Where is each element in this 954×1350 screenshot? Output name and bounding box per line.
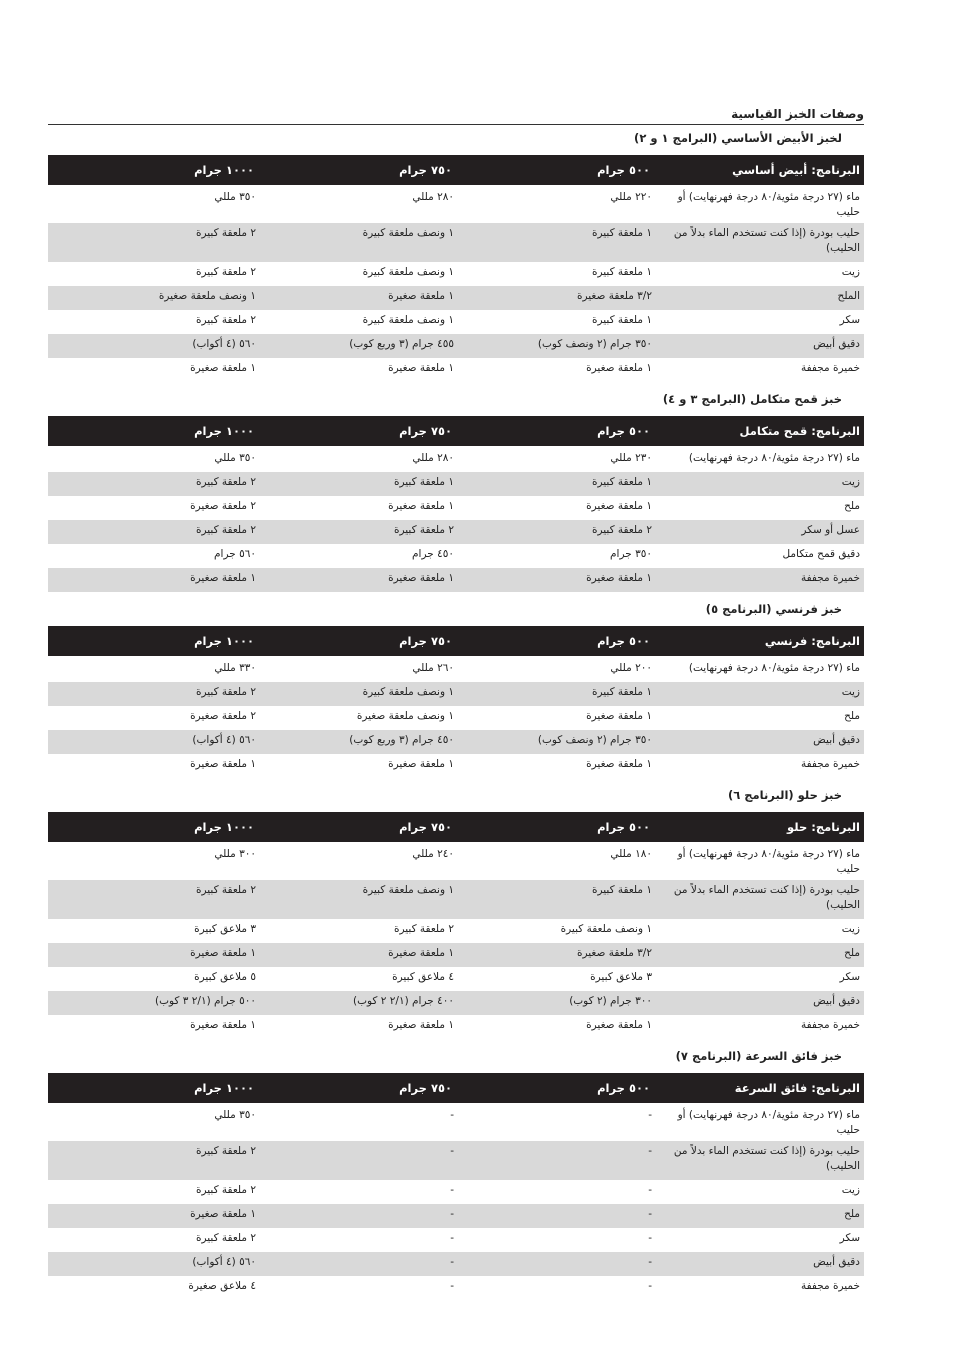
quantity-cell: ٣٥٠ جرام (٢ ونصف كوب): [456, 334, 654, 358]
quantity-cell: ٢٨٠ مللي: [412, 452, 454, 464]
quantity-cell: ٤٥٠ جرام: [412, 548, 454, 560]
table-row: [48, 754, 864, 778]
quantity-cell: ٢ ملعقة كبيرة: [195, 266, 256, 278]
table-row: [48, 1015, 864, 1039]
quantity-cell: ١ ملعقة كبيرة: [456, 223, 654, 262]
quantity-cell: -: [648, 1109, 652, 1121]
quantity-cell: ٢ ملعقة كبيرة: [48, 223, 258, 262]
size-header: ٥٠٠ جرام: [456, 1073, 654, 1103]
quantity-cell: ٣٠٠ جرام (٢ كوب): [456, 991, 654, 1015]
quantity-cell: ٢٨٠ مللي: [412, 191, 454, 203]
quantity-cell: ٤٥٥ جرام (٣ وربع كوب): [258, 334, 456, 358]
quantity-cell: ٥٦٠ (٤ أكواب): [48, 334, 258, 358]
quantity-cell: -: [450, 1184, 454, 1196]
ingredient-cell: دقيق أبيض: [654, 334, 864, 358]
ingredient-cell: دقيق أبيض: [654, 1252, 864, 1276]
ingredient-cell: ملح: [654, 943, 864, 967]
ingredient-cell: ماء (٢٧ درجة مئوية/٨٠ درجة فهرنهايت): [688, 662, 860, 674]
table-header-row: [48, 155, 864, 185]
ingredient-cell: سكر: [839, 1232, 860, 1244]
table-row: [48, 1204, 864, 1228]
quantity-cell: ١ ملعقة صغيرة: [48, 1204, 258, 1228]
quantity-cell: ١ ملعقة صغيرة: [258, 568, 456, 592]
quantity-cell: ٥٦٠ جرام: [214, 548, 256, 560]
ingredient-cell: ملح: [844, 500, 860, 512]
table-row: [48, 844, 864, 880]
table-row: [48, 991, 864, 1015]
table-row: [48, 880, 864, 919]
quantity-cell: ٢ ملعقة كبيرة: [48, 1141, 258, 1180]
quantity-cell: ٣٥٠ جرام: [610, 548, 652, 560]
quantity-cell: ٣/٢ ملعقة صغيرة: [456, 286, 654, 310]
quantity-cell: ١ ملعقة صغيرة: [586, 758, 652, 770]
ingredient-cell: عسل أو سكر: [654, 520, 864, 544]
program-header: البرنامج: قمح متكامل: [654, 416, 864, 446]
quantity-cell: ١ ملعقة صغيرة: [388, 1019, 454, 1031]
ingredient-cell: ملح: [844, 710, 860, 722]
table-row: [48, 286, 864, 310]
recipe-section: [48, 1047, 864, 1300]
ingredient-cell: خميرة مجففة: [800, 1280, 860, 1292]
table-row: [48, 967, 864, 991]
ingredient-cell: دقيق أبيض: [654, 991, 864, 1015]
recipe-table: [48, 155, 864, 382]
quantity-cell: ٤ ملاعق صغيرة: [188, 1280, 256, 1292]
size-header: ٥٠٠ جرام: [456, 626, 654, 656]
quantity-cell: ١ ونصف ملعقة كبيرة: [258, 682, 456, 706]
quantity-cell: -: [648, 1280, 652, 1292]
quantity-cell: ١ ملعقة صغيرة: [388, 362, 454, 374]
quantity-cell: ١ ملعقة صغيرة: [586, 500, 652, 512]
table-row: [48, 1105, 864, 1141]
quantity-cell: ٢ ملعقة كبيرة: [48, 682, 258, 706]
size-header: ٧٥٠ جرام: [258, 416, 456, 446]
quantity-cell: ٤٥٠ جرام (٣ وربع كوب): [258, 730, 456, 754]
table-row: [48, 448, 864, 472]
quantity-cell: ١ ملعقة صغيرة: [190, 362, 256, 374]
ingredient-cell: زيت: [841, 923, 860, 935]
quantity-cell: ٢ ملعقة صغيرة: [190, 710, 256, 722]
quantity-cell: -: [456, 1252, 654, 1276]
recipe-table: [48, 416, 864, 592]
ingredient-cell: خميرة مجففة: [654, 568, 864, 592]
quantity-cell: ٣ ملاعق كبيرة: [590, 971, 652, 983]
quantity-cell: ٢٦٠ مللي: [412, 662, 454, 674]
program-header: البرنامج: فرنسي: [654, 626, 864, 656]
quantity-cell: ١ ونصف ملعقة صغيرة: [48, 286, 258, 310]
quantity-cell: ٢ ملعقة كبيرة: [195, 314, 256, 326]
quantity-cell: ١٨٠ مللي: [610, 848, 652, 860]
quantity-cell: ٢ ملعقة كبيرة: [456, 520, 654, 544]
quantity-cell: ٢ ملعقة كبيرة: [195, 1232, 256, 1244]
quantity-cell: ٣٥٠ مللي: [214, 191, 256, 203]
quantity-cell: ١ ونصف ملعقة كبيرة: [258, 223, 456, 262]
quantity-cell: ١ ملعقة صغيرة: [258, 943, 456, 967]
quantity-cell: -: [648, 1184, 652, 1196]
ingredient-cell: خميرة مجففة: [800, 362, 860, 374]
ingredient-cell: حليب بودرة (إذا كنت تستخدم الماء بدلاً من الحليب): [654, 880, 864, 919]
quantity-cell: ٣٥٠ مللي: [214, 1109, 256, 1121]
quantity-cell: ٢ ملعقة صغيرة: [190, 500, 256, 512]
quantity-cell: ٣٠٠ مللي: [214, 848, 256, 860]
table-row: [48, 334, 864, 358]
quantity-cell: ٥٠٠ جرام (٢/١ ٣ كوب): [48, 991, 258, 1015]
ingredient-cell: ماء (٢٧ درجة مئوية/٨٠ درجة فهرنهايت) أو حليب: [677, 848, 860, 875]
quantity-cell: ٣٣٠ مللي: [214, 662, 256, 674]
table-row: [48, 919, 864, 943]
size-header: ١٠٠٠ جرام: [48, 812, 258, 842]
table-row: [48, 223, 864, 262]
ingredient-cell: زيت: [841, 266, 860, 278]
quantity-cell: ٥٦٠ (٤ أكواب): [48, 1252, 258, 1276]
recipe-section: [48, 129, 864, 382]
quantity-cell: ١ ملعقة كبيرة: [456, 472, 654, 496]
size-header: ٧٥٠ جرام: [258, 812, 456, 842]
quantity-cell: ١ ملعقة صغيرة: [190, 758, 256, 770]
recipe-section: [48, 390, 864, 592]
ingredient-cell: سكر: [839, 314, 860, 326]
program-header: البرنامج: فائق السرعة: [654, 1073, 864, 1103]
quantity-cell: -: [456, 1204, 654, 1228]
quantity-cell: ٢ ملعقة كبيرة: [48, 472, 258, 496]
ingredient-cell: ماء (٢٧ درجة مئوية/٨٠ درجة فهرنهايت): [688, 452, 860, 464]
table-row: [48, 358, 864, 382]
quantity-cell: ١ ملعقة صغيرة: [388, 758, 454, 770]
size-header: ٧٥٠ جرام: [258, 626, 456, 656]
table-row: [48, 730, 864, 754]
table-header-row: [48, 626, 864, 656]
quantity-cell: ١ ونصف ملعقة كبيرة: [258, 880, 456, 919]
quantity-cell: ٢ ملعقة كبيرة: [393, 923, 454, 935]
ingredient-cell: خميرة مجففة: [800, 758, 860, 770]
table-row: [48, 943, 864, 967]
section-title: خبز فرنسي (البرنامج ٥): [705, 602, 842, 616]
quantity-cell: ١ ونصف ملعقة كبيرة: [560, 923, 652, 935]
quantity-cell: ١ ملعقة كبيرة: [258, 472, 456, 496]
quantity-cell: -: [450, 1109, 454, 1121]
quantity-cell: ٢٢٠ مللي: [610, 191, 652, 203]
recipe-table: [48, 626, 864, 778]
quantity-cell: ١ ملعقة صغيرة: [456, 568, 654, 592]
quantity-cell: ٣ ملاعق كبيرة: [194, 923, 256, 935]
recipe-table: [48, 1073, 864, 1300]
table-row: [48, 544, 864, 568]
quantity-cell: -: [450, 1232, 454, 1244]
quantity-cell: -: [450, 1280, 454, 1292]
size-header: ٧٥٠ جرام: [258, 1073, 456, 1103]
quantity-cell: ٥ ملاعق كبيرة: [194, 971, 256, 983]
program-header: البرنامج: حلو: [654, 812, 864, 842]
ingredient-cell: خميرة مجففة: [800, 1019, 860, 1031]
table-row: [48, 472, 864, 496]
section-title: لخبز الأبيض الأساسي (البرامج ١ و ٢): [634, 131, 842, 145]
ingredient-cell: حليب بودرة (إذا كنت تستخدم الماء بدلاً من الحليب): [654, 223, 864, 262]
quantity-cell: ٢ ملعقة كبيرة: [195, 1184, 256, 1196]
table-row: [48, 496, 864, 520]
table-row: [48, 1276, 864, 1300]
quantity-cell: ١ ملعقة كبيرة: [456, 682, 654, 706]
section-title: خبز فائق السرعة (البرنامج ٧): [675, 1049, 842, 1063]
quantity-cell: ١ ملعقة صغيرة: [48, 568, 258, 592]
quantity-cell: ١ ملعقة صغيرة: [586, 362, 652, 374]
quantity-cell: ٣٥٠ جرام (٢ ونصف كوب): [456, 730, 654, 754]
quantity-cell: ١ ونصف ملعقة كبيرة: [362, 266, 454, 278]
quantity-cell: ٥٦٠ (٤ أكواب): [48, 730, 258, 754]
quantity-cell: -: [456, 1141, 654, 1180]
quantity-cell: -: [258, 1252, 456, 1276]
table-row: [48, 310, 864, 334]
quantity-cell: -: [258, 1141, 456, 1180]
quantity-cell: ١ ملعقة كبيرة: [591, 266, 652, 278]
quantity-cell: ١ ونصف ملعقة كبيرة: [362, 314, 454, 326]
quantity-cell: ١ ونصف ملعقة صغيرة: [356, 710, 454, 722]
ingredient-cell: زيت: [654, 472, 864, 496]
quantity-cell: ١ ملعقة كبيرة: [591, 314, 652, 326]
quantity-cell: -: [648, 1232, 652, 1244]
table-row: [48, 658, 864, 682]
quantity-cell: ١ ملعقة كبيرة: [456, 880, 654, 919]
size-header: ٥٠٠ جرام: [456, 416, 654, 446]
table-header-row: [48, 812, 864, 842]
quantity-cell: -: [258, 1204, 456, 1228]
ingredient-cell: ملح: [654, 1204, 864, 1228]
quantity-cell: ١ ملعقة صغيرة: [48, 943, 258, 967]
quantity-cell: ٤ ملاعق كبيرة: [392, 971, 454, 983]
quantity-cell: ٢ ملعقة كبيرة: [258, 520, 456, 544]
quantity-cell: ١ ملعقة صغيرة: [586, 1019, 652, 1031]
ingredient-cell: دقيق قمح متكامل: [782, 548, 860, 560]
quantity-cell: ٢٤٠ مللي: [412, 848, 454, 860]
size-header: ١٠٠٠ جرام: [48, 1073, 258, 1103]
ingredient-cell: حليب بودرة (إذا كنت تستخدم الماء بدلاً من الحليب): [654, 1141, 864, 1180]
size-header: ١٠٠٠ جرام: [48, 416, 258, 446]
ingredient-cell: الملح: [654, 286, 864, 310]
table-row: [48, 1141, 864, 1180]
table-row: [48, 568, 864, 592]
table-row: [48, 706, 864, 730]
table-row: [48, 1252, 864, 1276]
table-row: [48, 187, 864, 223]
quantity-cell: ٢٠٠ مللي: [610, 662, 652, 674]
recipes-page: [48, 104, 864, 1308]
quantity-cell: ٣/٢ ملعقة صغيرة: [456, 943, 654, 967]
size-header: ٧٥٠ جرام: [258, 155, 456, 185]
recipe-table: [48, 812, 864, 1039]
ingredient-cell: زيت: [654, 682, 864, 706]
quantity-cell: ٤٠٠ جرام (٢/١ ٢ كوب): [258, 991, 456, 1015]
table-header-row: [48, 416, 864, 446]
table-row: [48, 1228, 864, 1252]
recipe-section: [48, 600, 864, 778]
recipe-sections: [48, 129, 864, 1300]
quantity-cell: ١ ملعقة صغيرة: [190, 1019, 256, 1031]
recipe-section: [48, 786, 864, 1039]
program-header: البرنامج: أبيض أساسي: [654, 155, 864, 185]
size-header: ١٠٠٠ جرام: [48, 626, 258, 656]
section-title: خبز قمح متكامل (البرامج ٣ و ٤): [662, 392, 842, 406]
ingredient-cell: دقيق أبيض: [654, 730, 864, 754]
size-header: ٥٠٠ جرام: [456, 155, 654, 185]
section-title: خبز حلو (البرنامج ٦): [727, 788, 842, 802]
table-row: [48, 262, 864, 286]
ingredient-cell: سكر: [839, 971, 860, 983]
quantity-cell: ٣٥٠ مللي: [214, 452, 256, 464]
quantity-cell: ٢٣٠ مللي: [610, 452, 652, 464]
quantity-cell: ٢ ملعقة كبيرة: [48, 520, 258, 544]
ingredient-cell: ماء (٢٧ درجة مئوية/٨٠ درجة فهرنهايت) أو حليب: [677, 1109, 860, 1136]
table-row: [48, 520, 864, 544]
size-header: ٥٠٠ جرام: [456, 812, 654, 842]
table-header-row: [48, 1073, 864, 1103]
quantity-cell: ١ ملعقة صغيرة: [258, 286, 456, 310]
table-row: [48, 682, 864, 706]
page-title: وصفات الخبز القياسية: [48, 104, 864, 125]
size-header: ١٠٠٠ جرام: [48, 155, 258, 185]
quantity-cell: ١ ملعقة صغيرة: [586, 710, 652, 722]
table-row: [48, 1180, 864, 1204]
ingredient-cell: ماء (٢٧ درجة مئوية/٨٠ درجة فهرنهايت) أو حليب: [677, 191, 860, 218]
ingredient-cell: زيت: [841, 1184, 860, 1196]
quantity-cell: ٢ ملعقة كبيرة: [48, 880, 258, 919]
quantity-cell: ١ ملعقة صغيرة: [388, 500, 454, 512]
